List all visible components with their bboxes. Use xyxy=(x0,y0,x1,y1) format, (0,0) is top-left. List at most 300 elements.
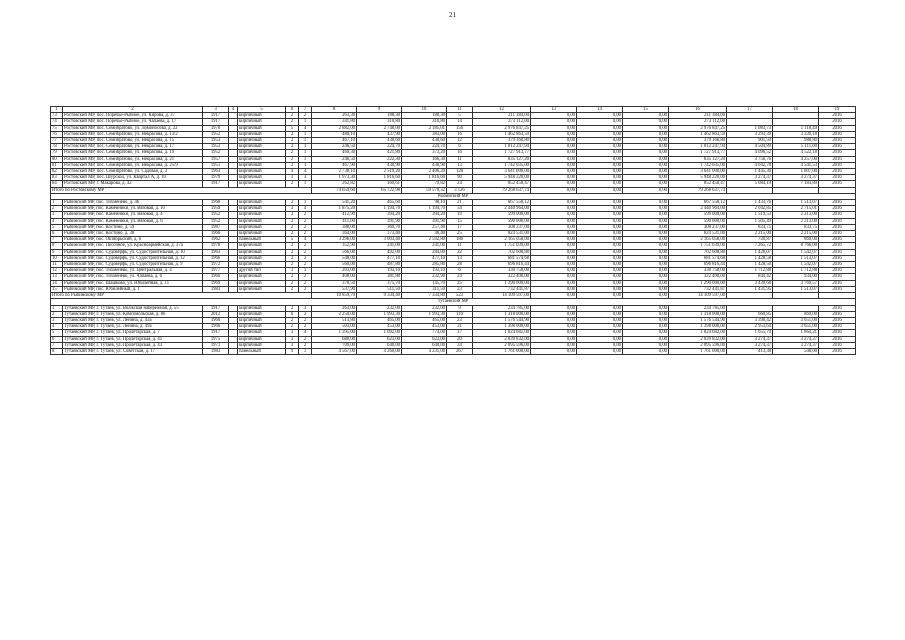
cell: 2016 xyxy=(819,224,856,230)
cell: 4 xyxy=(51,324,63,330)
cell: 824 531,00 xyxy=(669,231,727,237)
cell: 0,00 xyxy=(531,342,577,348)
cell: 460,30 xyxy=(312,150,357,156)
cell: Рыбинский МР, пос. Каменники, ул. Вязовая, д. 10 xyxy=(63,206,203,212)
cell: 2 042,85 xyxy=(727,206,773,212)
cell: 3 xyxy=(299,305,312,311)
cell: 0,00 xyxy=(577,218,623,224)
cell: 2 440 964,00 xyxy=(669,206,727,212)
cell: 3 274,37 xyxy=(773,342,819,348)
cell: 0,00 xyxy=(531,262,577,268)
cell: 203,00 xyxy=(312,268,357,274)
cell: 2016 xyxy=(819,131,856,137)
cell: 0,00 xyxy=(623,262,669,268)
cell: 590 000,00 xyxy=(669,218,727,224)
cell: 492,00 xyxy=(357,249,402,255)
cell: 156 xyxy=(447,125,473,131)
cell: кирпичный xyxy=(238,169,286,175)
cell: 8 xyxy=(51,348,63,354)
cell: Рыбинский МР, пос. Костино, д. 59 xyxy=(63,224,203,230)
cell: 0,00 xyxy=(623,243,669,249)
cell: 3 769,57 xyxy=(773,280,819,286)
cell: 1953 xyxy=(203,138,229,144)
cell: 852 458,47 xyxy=(473,181,531,187)
cell: кирпичный xyxy=(238,274,286,280)
cell: 2 xyxy=(299,218,312,224)
cell: 10 859,70 xyxy=(312,293,357,299)
cell: 14 xyxy=(51,280,63,286)
cell: 5 111,00 xyxy=(773,144,819,150)
cell: кирпичный xyxy=(238,286,286,292)
cell: 2 xyxy=(51,206,63,212)
cell: 1 712,88 xyxy=(727,268,773,274)
cell: 9 xyxy=(447,305,473,311)
cell: кирпичный xyxy=(238,224,286,230)
cell: 193,10 xyxy=(402,268,447,274)
cell: другой тип xyxy=(238,268,286,274)
cell: 0,00 xyxy=(623,231,669,237)
cell: 81 xyxy=(51,162,63,168)
cell: 1 xyxy=(299,150,312,156)
cell: 0,00 xyxy=(623,342,669,348)
cell: Тутаевский МР, г. Тутаев, ул. Пролетарская, д. 7 xyxy=(63,330,203,336)
cell: 0,00 xyxy=(577,330,623,336)
cell: Ростовский МР, пос. Семибратово, ул. Некрасова, д. 13/2 xyxy=(63,131,203,137)
cell: 15 xyxy=(623,107,669,113)
cell: Рыбинский МР, пос. Каменники, ул. Вязовая, д. 6 xyxy=(63,218,203,224)
cell: 2016 xyxy=(819,156,856,162)
cell: кирпичный xyxy=(238,305,286,311)
cell: 1 092,00 xyxy=(357,330,402,336)
cell: 1952 xyxy=(203,212,229,218)
cell: 394,20 xyxy=(402,212,447,218)
cell: 222,30 xyxy=(357,156,402,162)
cell: 660,85 xyxy=(727,311,773,317)
cell: 15 xyxy=(447,218,473,224)
cell: 1970 xyxy=(203,125,229,131)
cell: 2016 xyxy=(819,231,856,237)
cell: 852 458,47 xyxy=(669,181,727,187)
cell: кирпичный xyxy=(238,131,286,137)
cell: 0,00 xyxy=(577,144,623,150)
cell: 2016 xyxy=(819,243,856,249)
cell: 2 213,00 xyxy=(773,218,819,224)
cell: кирпичный xyxy=(238,243,286,249)
cell: 2016 xyxy=(819,212,856,218)
cell: 1 727 913,77 xyxy=(473,150,531,156)
cell: Ростовский МР, пос. Семибратово, ул. Некрасова, д. 19 xyxy=(63,150,203,156)
cell: 263,30 xyxy=(312,113,357,119)
cell: 503,00 xyxy=(312,324,357,330)
cell: 681 574,68 xyxy=(669,255,727,261)
cell: 681 574,68 xyxy=(473,255,531,261)
cell: 2 xyxy=(286,255,299,261)
cell: 2016 xyxy=(819,200,856,206)
cell: 0,00 xyxy=(623,212,669,218)
cell: 511,50 xyxy=(357,286,402,292)
cell: 0,00 xyxy=(531,305,577,311)
cell: 10 xyxy=(51,255,63,261)
cell: 430,90 xyxy=(357,162,402,168)
cell: 0,00 xyxy=(623,305,669,311)
cell: 341,80 xyxy=(312,119,357,125)
cell: 311,50 xyxy=(402,286,447,292)
cell: 1917 xyxy=(203,119,229,125)
cell: 11 xyxy=(447,107,473,113)
cell: 1 513,07 xyxy=(773,286,819,292)
cell: 224,70 xyxy=(402,144,447,150)
cell: 2 xyxy=(286,286,299,292)
cell: 3 126 xyxy=(447,187,473,193)
cell: 2 250,00 xyxy=(312,311,357,317)
cell: 330 758,00 xyxy=(669,268,727,274)
cell: 1951 xyxy=(203,162,229,168)
cell: 6 xyxy=(447,268,473,274)
cell: 3 274,37 xyxy=(727,336,773,342)
cell: 3 274,37 xyxy=(773,336,819,342)
cell xyxy=(229,348,238,354)
cell: 2 976 847,25 xyxy=(669,125,727,131)
cell: 0,00 xyxy=(531,336,577,342)
cell: Тутаевский МР, г. Тутаев, ул. Волжская набережная, д. 55 xyxy=(63,305,203,311)
cell: кирпичный xyxy=(238,175,286,181)
cell: панельный xyxy=(238,237,286,243)
cell: 257,40 xyxy=(402,224,447,230)
cell: 1 398 000,00 xyxy=(473,324,531,330)
cell: 0,00 xyxy=(623,268,669,274)
cell: Ростовский МР, пос. Семибратово, ул. Некрасова, д. 15 xyxy=(63,138,203,144)
cell: 0,00 xyxy=(623,169,669,175)
cell: 3 xyxy=(286,330,299,336)
cell: 0,00 xyxy=(531,113,577,119)
cell: 8 766,00 xyxy=(773,243,819,249)
cell: 1971 xyxy=(203,342,229,348)
cell: 0,00 xyxy=(623,324,669,330)
cell: 1 012 247,94 xyxy=(669,144,727,150)
cell: 391,90 xyxy=(402,218,447,224)
cell: 17 xyxy=(447,224,473,230)
cell: 0,00 xyxy=(531,268,577,274)
cell: 1 973,30 xyxy=(312,175,357,181)
cell: 0,00 xyxy=(577,342,623,348)
cell: 1977 xyxy=(203,268,229,274)
cell: 0,00 xyxy=(623,311,669,317)
cell: 262,82 xyxy=(312,181,357,187)
cell: 696 816,44 xyxy=(669,262,727,268)
cell: 273 112,00 xyxy=(473,119,531,125)
cell: 79,82 xyxy=(402,181,447,187)
cell: 0,00 xyxy=(531,138,577,144)
cell: 1 xyxy=(299,200,312,206)
cell: 14 xyxy=(447,119,473,125)
cell: 2 xyxy=(286,274,299,280)
cell: кирпичный xyxy=(238,218,286,224)
cell: 2 xyxy=(286,231,299,237)
cell: 408,00 xyxy=(312,274,357,280)
cell: 2016 xyxy=(819,169,856,175)
cell: 1 824 682,00 xyxy=(473,330,531,336)
cell: 1 519,53 xyxy=(727,212,773,218)
cell: кирпичный xyxy=(238,119,286,125)
cell: 2 xyxy=(286,317,299,323)
cell: 0,00 xyxy=(531,181,577,187)
cell: 12 xyxy=(473,107,531,113)
cell: 1 xyxy=(299,138,312,144)
cell: кирпичный xyxy=(238,249,286,255)
cell: 24 xyxy=(447,274,473,280)
cell: 0,00 xyxy=(531,280,577,286)
cell: 0,00 xyxy=(531,206,577,212)
section-title: Рыбинский МР xyxy=(51,193,856,199)
cell: 4 xyxy=(286,169,299,175)
cell: 284,00 xyxy=(402,249,447,255)
cell: 2016 xyxy=(819,206,856,212)
cell: 1963 xyxy=(203,249,229,255)
cell: 11 xyxy=(447,156,473,162)
cell: Ростовский МР, пос. Шурскол, ул. Квартал А, д. 10 xyxy=(63,175,203,181)
cell: Рыбинский МР, пос. Судоверфь, ул. Судостроительная, д. 9 xyxy=(63,262,203,268)
cell: 0,00 xyxy=(531,237,577,243)
cell: 1 428,50 xyxy=(727,262,773,268)
cell: 0,00 xyxy=(577,156,623,162)
cell: 702 608,88 xyxy=(669,249,727,255)
cell: 599 000,00 xyxy=(473,212,531,218)
cell: Рыбинский МР, пос. Тихменево, д. 46 xyxy=(63,200,203,206)
cell: 2 xyxy=(286,305,299,311)
cell: 2 xyxy=(286,243,299,249)
cell: 2 738,10 xyxy=(312,169,357,175)
cell: 383,00 xyxy=(402,131,447,137)
cell: 0,00 xyxy=(623,131,669,137)
cell: 2016 xyxy=(819,218,856,224)
cell: 3 296,00 xyxy=(312,237,357,243)
cell: 79 268 637,74 xyxy=(669,187,727,193)
cell: 82 xyxy=(51,169,63,175)
cell: 3 274,37 xyxy=(727,342,773,348)
cell: 2016 xyxy=(819,336,856,342)
cell: 833,75 xyxy=(727,224,773,230)
cell: 1 012 247,94 xyxy=(473,144,531,150)
cell: Тутаевский МР, г. Тутаев, ул. Пролетарская, д. 41 xyxy=(63,336,203,342)
cell: кирпичный xyxy=(238,162,286,168)
cell: 0,00 xyxy=(531,218,577,224)
cell: Ростовский МР, пос. Семибратово, ул. Ломоносова, д. 22 xyxy=(63,125,203,131)
cell: 3 641 000,00 xyxy=(669,169,727,175)
cell: 1969 xyxy=(203,280,229,286)
cell: 0,00 xyxy=(531,255,577,261)
cell: 6 xyxy=(51,336,63,342)
cell: 2 440 964,00 xyxy=(473,206,531,212)
cell: 412,90 xyxy=(312,212,357,218)
cell: Рыбинский МР, пос. Тихменево, ул. Чапаева, д. 6 xyxy=(63,274,203,280)
cell: 25 xyxy=(447,280,473,286)
cell: 1 993,30 xyxy=(402,311,447,317)
cell: 1 xyxy=(299,119,312,125)
cell: 330 758,00 xyxy=(473,268,531,274)
cell: 0,00 xyxy=(577,286,623,292)
cell: 9 334,40 xyxy=(357,293,402,299)
cell: 7 265,72 xyxy=(727,243,773,249)
cell: 20 xyxy=(447,336,473,342)
cell: 5 xyxy=(51,224,63,230)
cell: 74 xyxy=(51,119,63,125)
cell: 3 651,00 xyxy=(773,317,819,323)
cell: Тутаевский МР, г. Тутаев, ул. Советская, д. 17 xyxy=(63,348,203,354)
cell: 4 231,00 xyxy=(402,348,447,354)
cell: 0,00 xyxy=(577,268,623,274)
cell: 1963 xyxy=(203,169,229,175)
cell: кирпичный xyxy=(238,262,286,268)
cell: 1 816,60 xyxy=(402,175,447,181)
cell: Рыбинский МР, пос. Шашково, ул. Юбилейная, д. 11 xyxy=(63,280,203,286)
cell: 1 816,60 xyxy=(357,175,402,181)
cell: 0,00 xyxy=(531,175,577,181)
cell: 308 237,00 xyxy=(669,224,727,230)
cell: 34 xyxy=(447,342,473,348)
cell: кирпичный xyxy=(238,181,286,187)
cell: 273 112,00 xyxy=(669,119,727,125)
cell: 623,00 xyxy=(357,336,402,342)
cell: 566,00 xyxy=(312,249,357,255)
cell: 0,00 xyxy=(531,169,577,175)
cell: 0,00 xyxy=(623,175,669,181)
cell: 4 257,00 xyxy=(773,156,819,162)
cell: 0,00 xyxy=(531,144,577,150)
cell: 0,00 xyxy=(623,293,669,299)
cell: 2 882,00 xyxy=(312,125,357,131)
cell: 8 xyxy=(312,107,357,113)
cell: Тутаевский МР, г. Тутаев, ул. Пролетарская, д. 43 xyxy=(63,342,203,348)
cell: 12 xyxy=(51,268,63,274)
cell: 0,00 xyxy=(623,144,669,150)
cell: 1968 xyxy=(203,200,229,206)
cell: 0,00 xyxy=(531,131,577,137)
cell: 0,00 xyxy=(577,249,623,255)
cell: 211 384,00 xyxy=(473,113,531,119)
cell: 0,00 xyxy=(577,131,623,137)
cell: 5 948 220,00 xyxy=(669,175,727,181)
cell: 7 334,80 xyxy=(402,293,447,299)
cell: кирпичный xyxy=(238,280,286,286)
cell: 2016 xyxy=(819,286,856,292)
cell: 0,00 xyxy=(531,348,577,354)
cell: 4 xyxy=(299,237,312,243)
cell: 84 xyxy=(51,181,63,187)
cell: 19 xyxy=(447,212,473,218)
cell: 2 592,80 xyxy=(402,237,447,243)
cell: кирпичный xyxy=(238,200,286,206)
cell: 2 xyxy=(51,311,63,317)
cell: 2016 xyxy=(819,113,856,119)
cell: 9 xyxy=(286,348,299,354)
cell: 421,80 xyxy=(357,150,402,156)
cell: 2016 xyxy=(819,125,856,131)
cell: 2 xyxy=(299,243,312,249)
cell: 0,00 xyxy=(577,255,623,261)
cell: 1 542,07 xyxy=(773,262,819,268)
cell: 1952 xyxy=(203,150,229,156)
cell: 1 742 035,00 xyxy=(669,162,727,168)
cell: 2 xyxy=(286,280,299,286)
cell: 5 xyxy=(447,113,473,119)
cell: 1 993,30 xyxy=(357,311,402,317)
cell: 4 504,89 xyxy=(727,144,773,150)
cell: 0,00 xyxy=(531,293,577,299)
cell: 1979 xyxy=(203,175,229,181)
cell: кирпичный xyxy=(238,156,286,162)
cell: 2 xyxy=(286,113,299,119)
cell: 263,00 xyxy=(312,305,357,311)
cell: 1 xyxy=(51,107,63,113)
cell: 1 194,70 xyxy=(402,206,447,212)
cell: 80 xyxy=(51,156,63,162)
cell: 0,00 xyxy=(577,243,623,249)
cell: 548,00 xyxy=(773,348,819,354)
cell: 0,00 xyxy=(577,150,623,156)
cell: 0,00 xyxy=(577,336,623,342)
cell: 1 xyxy=(299,181,312,187)
cell: 2 xyxy=(286,212,299,218)
cell: 4 xyxy=(299,125,312,131)
cell: 1 751 039,00 xyxy=(669,243,727,249)
cell: 8 xyxy=(51,243,63,249)
cell: 2016 xyxy=(819,348,856,354)
total-label: Итого по Ростовскому МР xyxy=(51,187,312,193)
cell: 0,00 xyxy=(623,200,669,206)
cell: 2 039 832,00 xyxy=(473,336,531,342)
cell: 3 003,40 xyxy=(357,237,402,243)
cell: 2 xyxy=(63,107,203,113)
cell: 2 xyxy=(299,280,312,286)
cell: 467,90 xyxy=(312,162,357,168)
cell: 901,50 xyxy=(727,138,773,144)
cell: 480,10 xyxy=(312,131,357,137)
cell: 1 462 863,59 xyxy=(473,131,531,137)
cell: 0,00 xyxy=(577,237,623,243)
cell: 394,20 xyxy=(357,212,402,218)
cell: 2 xyxy=(299,317,312,323)
cell: 988,80 xyxy=(773,138,819,144)
cell: 0,00 xyxy=(577,113,623,119)
cell: 1962 xyxy=(203,237,229,243)
cell: Рыбинский МР, пос. Судоверфь, ул. Судостроительная, д. 10 xyxy=(63,249,203,255)
cell: 1 xyxy=(51,200,63,206)
cell: 0,00 xyxy=(623,187,669,193)
cell: 310,80 xyxy=(357,119,402,125)
cell: 0,00 xyxy=(531,274,577,280)
cell: 0,00 xyxy=(577,293,623,299)
cell: 833,75 xyxy=(773,224,819,230)
cell: 0,00 xyxy=(623,113,669,119)
cell: 0,00 xyxy=(623,125,669,131)
section-title: Тутаевский МР xyxy=(51,299,856,305)
cell: 4 042,78 xyxy=(727,162,773,168)
cell: 477,10 xyxy=(357,255,402,261)
cell: 1917 xyxy=(203,113,229,119)
cell: 1 318 000,00 xyxy=(473,311,531,317)
cell: 379 168,80 xyxy=(473,138,531,144)
cell: 869,00 xyxy=(773,237,819,243)
cell: 3 xyxy=(299,175,312,181)
cell: 65 722,98 xyxy=(357,187,402,193)
cell: 2016 xyxy=(819,162,856,168)
cell: 1 398 000,00 xyxy=(669,324,727,330)
cell: Рыбинский МР, пос. Костино, д. 38 xyxy=(63,231,203,237)
cell: 4 522,18 xyxy=(773,150,819,156)
cell: 1966 xyxy=(203,231,229,237)
cell: 0,00 xyxy=(531,317,577,323)
cell: 2 953,64 xyxy=(727,324,773,330)
